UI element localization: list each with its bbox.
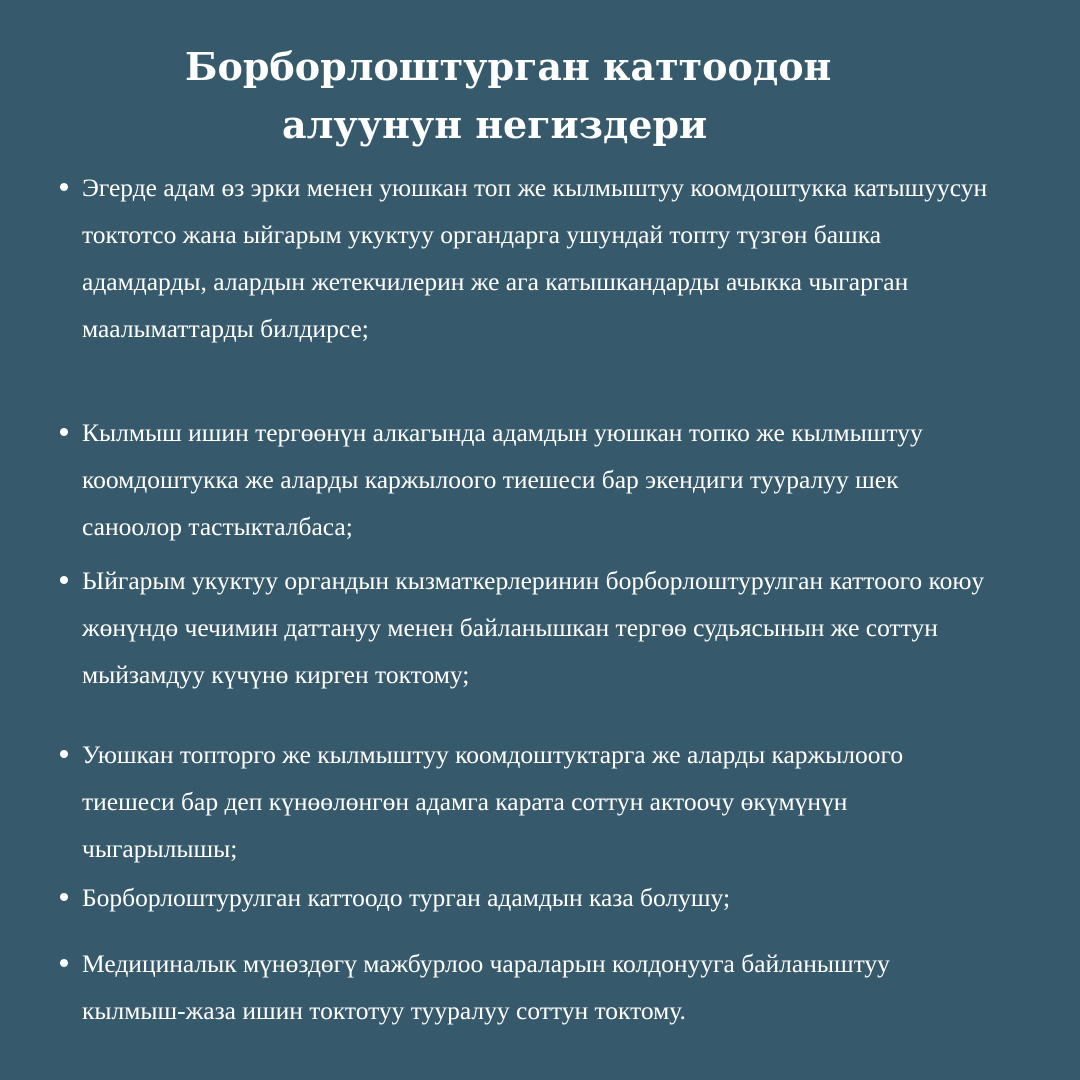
list-item-text: Борборлоштурулган каттоодо турган адамдын каза болушу; xyxy=(82,883,731,912)
list-item-text: Уюшкан топторго же кылмыштуу коомдоштуктарга же аларды каржылоого тиешеси бар деп күнөөлөнгөн адамга карата соттун актоочу өкүмүнүн чыгарылышы; xyxy=(82,740,904,863)
list-item-text: Кылмыш ишин тергөөнүн алкагында адамдын уюшкан топко же кылмыштуу коомдоштукка же аларды каржылоого тиешеси бар экендиги тууралуу шек саноолор тастыкталбаса; xyxy=(82,418,923,541)
page-title xyxy=(0,38,1080,154)
list-item xyxy=(82,409,992,550)
list-item xyxy=(82,557,992,698)
list-item xyxy=(82,731,992,872)
bullet-icon xyxy=(60,959,68,967)
bullet-icon xyxy=(60,576,68,584)
list-item xyxy=(82,164,992,352)
list-item xyxy=(82,874,992,921)
bullet-icon xyxy=(60,750,68,758)
list-item-text: Медициналык мүнөздөгү мажбурлоо чараларын колдонууга байланыштуу кылмыш-жаза ишин токтотуу тууралуу соттун токтому. xyxy=(82,949,890,1025)
list-item xyxy=(82,940,992,1034)
list-item-text: Ыйгарым укуктуу органдын кызматкерлеринин борборлоштурулган каттоого коюу жөнүндө чечимин даттануу менен байланышкан тергөө судьясынын же соттун мыйзамдуу күчүнө кирген токтому; xyxy=(82,566,985,689)
title-line-2: алуунун негиздери xyxy=(282,102,708,147)
bullet-icon xyxy=(60,428,68,436)
list-item-text: Эгерде адам өз эрки менен уюшкан топ же кылмыштуу коомдоштукка катышуусун токтотсо жана ыйгарым укуктуу органдарга ушундай топту түзгөн башка адамдарды, алардын жетекчилерин же ага катышкандарды ачыкка чыгарган маалыматтарды билдирсе; xyxy=(82,173,988,343)
title-line-1: Борборлоштурган каттоодон xyxy=(185,44,832,89)
bullet-icon xyxy=(60,183,68,191)
bullet-icon xyxy=(60,893,68,901)
